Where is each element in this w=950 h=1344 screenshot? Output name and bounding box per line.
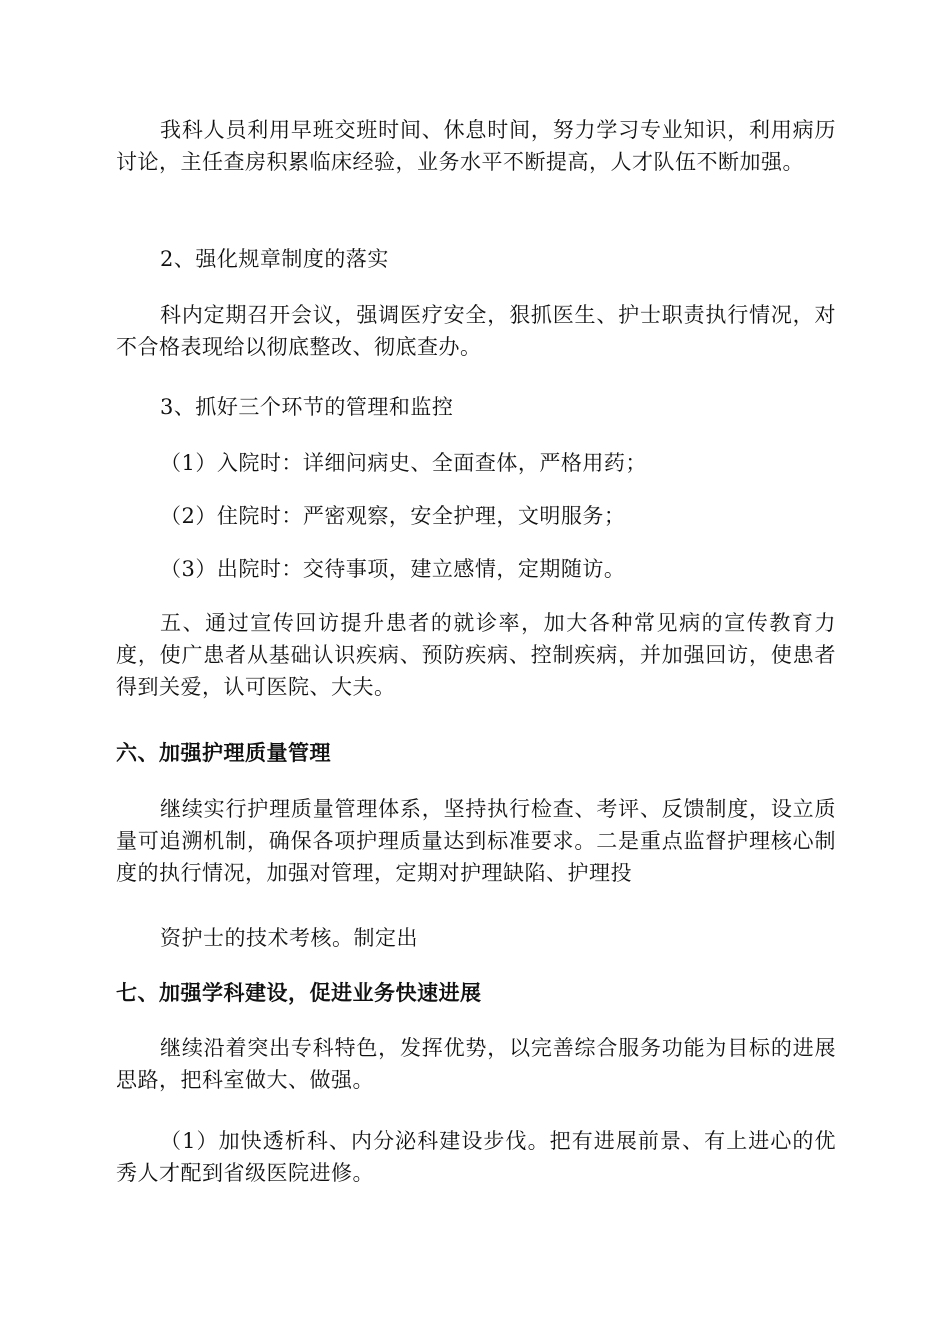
paragraph-discipline-building: 继续沿着突出专科特色，发挥优势，以完善综合服务功能为目标的进展思路，把科室做大、做强。 bbox=[116, 1036, 836, 1092]
paragraph-nursing-fragment: 资护士的技术考核。制定出 bbox=[160, 926, 418, 950]
list-item-admission: （1）入院时：详细问病史、全面查体，严格用药； bbox=[160, 451, 647, 475]
section-six-title: 六、加强护理质量管理 bbox=[116, 741, 331, 765]
paragraph-meetings: 科内定期召开会议，强调医疗安全，狠抓医生、护士职责执行情况，对不合格表现给以彻底整改、彻底查办。 bbox=[116, 303, 836, 359]
paragraph-dialysis-endocrine: （1）加快透析科、内分泌科建设步伐。把有进展前景、有上进心的优秀人才配到省级医院进修。 bbox=[116, 1129, 836, 1185]
section-seven-title: 七、加强学科建设，促进业务快速进展 bbox=[116, 981, 482, 1005]
subheading-three-links: 3、抓好三个环节的管理和监控 bbox=[160, 395, 454, 419]
subheading-rules: 2、强化规章制度的落实 bbox=[160, 247, 389, 271]
list-item-hospitalization: （2）住院时：严密观察，安全护理，文明服务； bbox=[160, 504, 626, 528]
paragraph-section-five: 五、通过宣传回访提升患者的就诊率，加大各种常见病的宣传教育力度，使广患者从基础认识疾病、预防疾病、控制疾病，并加强回访，使患者得到关爱，认可医院、大夫。 bbox=[116, 611, 836, 699]
paragraph-staff-learning: 我科人员利用早班交班时间、休息时间，努力学习专业知识，利用病历讨论，主任查房积累临床经验，业务水平不断提高，人才队伍不断加强。 bbox=[116, 118, 836, 174]
paragraph-nursing-quality: 继续实行护理质量管理体系，坚持执行检查、考评、反馈制度，设立质量可追溯机制，确保各项护理质量达到标准要求。二是重点监督护理核心制度的执行情况，加强对管理，定期对护理缺陷、护理投 bbox=[116, 797, 836, 885]
list-item-discharge: （3）出院时：交待事项，建立感情，定期随访。 bbox=[160, 557, 626, 581]
